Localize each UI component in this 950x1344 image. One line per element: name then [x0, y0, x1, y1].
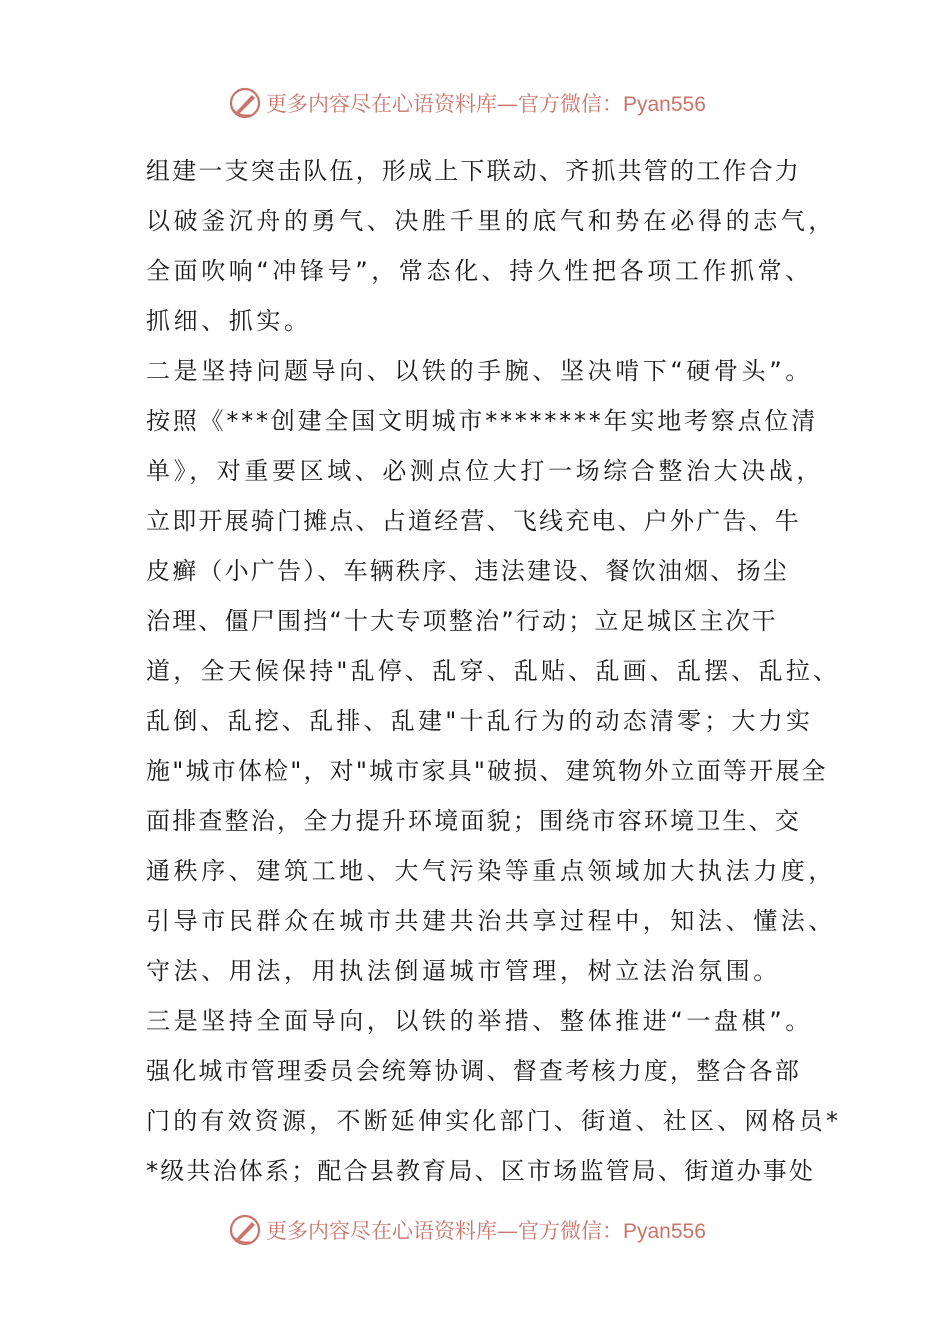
text-line: 全面吹响“冲锋号”，常态化、持久性把各项工作抓常、	[146, 257, 813, 285]
header-brand: 更多内容尽在心语资料库	[266, 92, 497, 116]
footer-label: 官方微信：	[518, 1219, 623, 1243]
pen-logo-icon	[228, 86, 262, 120]
text-line: 三是坚持全面导向，以铁的举措、整体推进“一盘棋”。	[146, 1007, 813, 1035]
footer-brand: 更多内容尽在心语资料库	[266, 1219, 497, 1243]
header-label: 官方微信：	[518, 92, 623, 116]
text-line: 通秩序、建筑工地、大气污染等重点领域加大执法力度，	[146, 857, 836, 885]
text-line: 强化城市管理委员会统筹协调、督查考核力度，整合各部	[146, 1057, 801, 1085]
text-line: 乱倒、乱挖、乱排、乱建"十乱行为的动态清零；大力实	[146, 707, 814, 735]
footer-watermark-banner	[228, 1210, 706, 1250]
text-line: 立即开展骑门摊点、占道经营、飞线充电、户外广告、牛	[146, 507, 801, 535]
pen-logo-icon	[228, 1213, 262, 1247]
document-body	[146, 146, 842, 1196]
text-line: 组建一支突击队伍，形成上下联动、齐抓共管的工作合力	[146, 157, 801, 185]
text-line: 单》，对重要区域、必测点位大打一场综合整治大决战，	[146, 457, 824, 485]
header-watermark-text	[266, 88, 706, 118]
text-line: 以破釜沉舟的勇气、决胜千里的底气和势在必得的志气，	[146, 207, 836, 235]
footer-watermark-text	[266, 1215, 706, 1245]
text-line: 面排查整治，全力提升环境面貌；围绕市容环境卫生、交	[146, 807, 801, 835]
text-line: 守法、用法，用执法倒逼城市管理，树立法治氛围。	[146, 957, 781, 985]
footer-separator: —	[497, 1219, 518, 1243]
text-line: 引导市民群众在城市共建共治共享过程中，知法、懂法、	[146, 907, 836, 935]
text-line: 门的有效资源，不断延伸实化部门、街道、社区、网格员*	[146, 1107, 842, 1135]
header-separator: —	[497, 92, 518, 116]
text-line: 按照《***创建全国文明城市********年实地考察点位清	[146, 407, 818, 435]
header-wechat-id: Pyan556	[623, 93, 706, 116]
text-line: *级共治体系；配合县教育局、区市场监管局、街道办事处	[146, 1157, 816, 1185]
text-line: 抓细、抓实。	[146, 307, 312, 335]
text-line: 施"城市体检"，对"城市家具"破损、建筑物外立面等开展全	[146, 757, 828, 785]
text-line: 道，全天候保持"乱停、乱穿、乱贴、乱画、乱摆、乱拉、	[146, 657, 841, 685]
header-watermark-banner	[228, 83, 706, 123]
text-line: 皮癣（小广告）、车辆秩序、违法建设、餐饮油烟、扬尘	[146, 557, 789, 585]
text-line: 二是坚持问题导向、以铁的手腕、坚决啃下“硬骨头”。	[146, 357, 813, 385]
text-line: 治理、僵尸围挡“十大专项整治”行动；立足城区主次干	[146, 607, 778, 635]
footer-wechat-id: Pyan556	[623, 1220, 706, 1243]
